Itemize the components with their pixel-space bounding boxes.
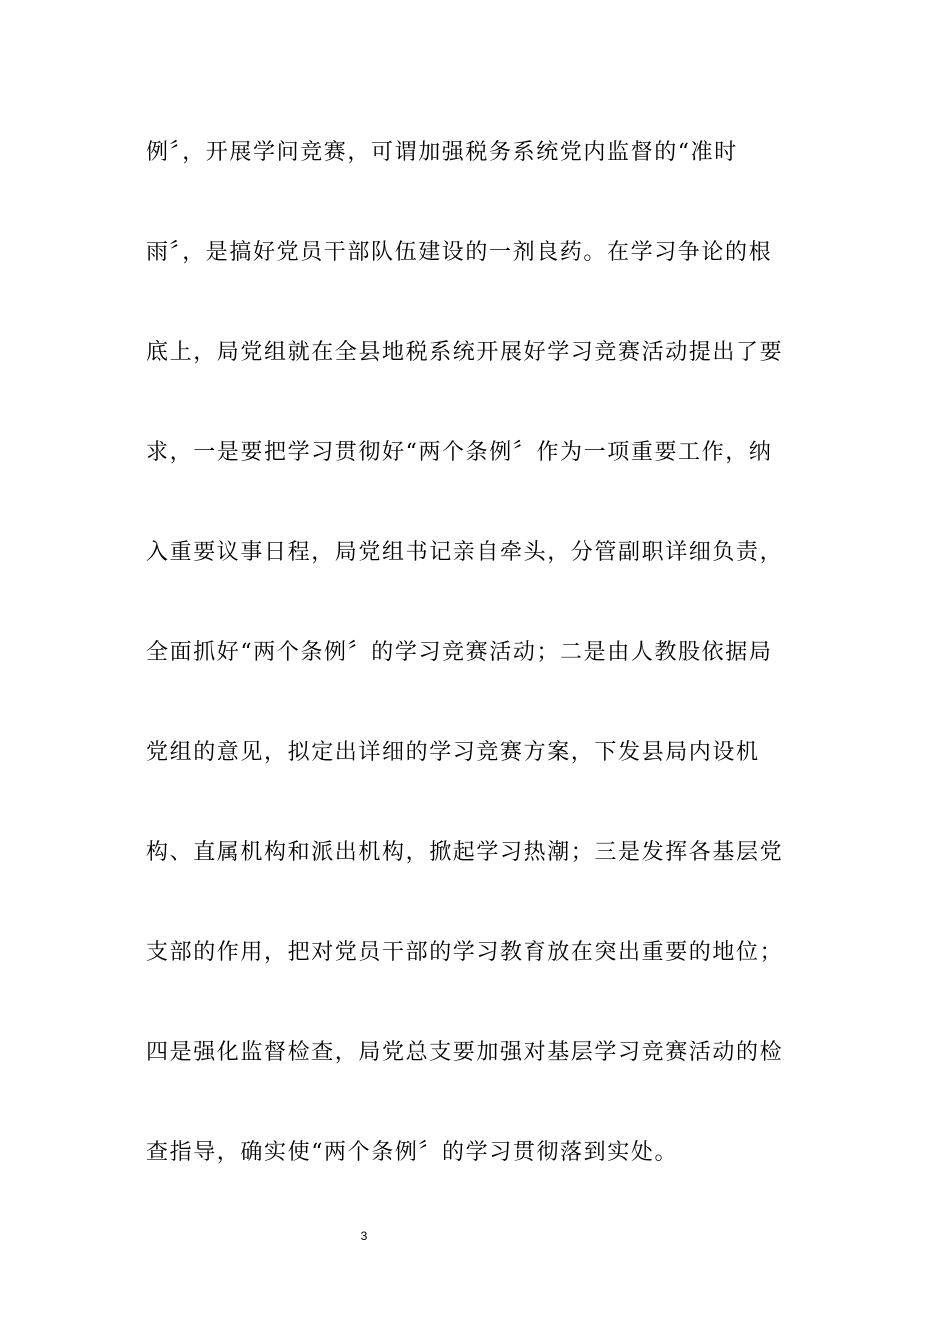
page-number: 3	[360, 1229, 368, 1243]
text-line: 查指导，确实使“两个条例〞的学习贯彻落到实处。	[146, 1140, 679, 1165]
text-line: 全面抓好“两个条例〞的学习竞赛活动；二是由人教股依据局	[146, 640, 773, 665]
text-line: 党组的意见，拟定出详细的学习竞赛方案，下发县局内设机	[146, 740, 760, 765]
text-line: 雨〞，是搞好党员干部队伍建设的一剂良药。在学习争论的根	[146, 240, 773, 265]
text-line: 例〞，开展学问竞赛，可谓加强税务系统党内监督的“准时	[146, 140, 738, 165]
body-paragraph	[146, 128, 816, 1228]
text-line: 入重要议事日程，局党组书记亲自牵头，分管副职详细负责，	[146, 540, 784, 565]
text-line: 求，一是要把学习贯彻好“两个条例〞作为一项重要工作，纳	[146, 440, 773, 465]
text-line: 构、直属机构和派出机构，掀起学习热潮；三是发挥各基层党	[146, 840, 784, 865]
text-line: 四是强化监督检查，局党总支要加强对基层学习竞赛活动的检	[146, 1040, 784, 1065]
text-line: 底上，局党组就在全县地税系统开展好学习竞赛活动提出了要	[146, 340, 784, 365]
text-line: 支部的作用，把对党员干部的学习教育放在突出重要的地位；	[146, 940, 784, 965]
